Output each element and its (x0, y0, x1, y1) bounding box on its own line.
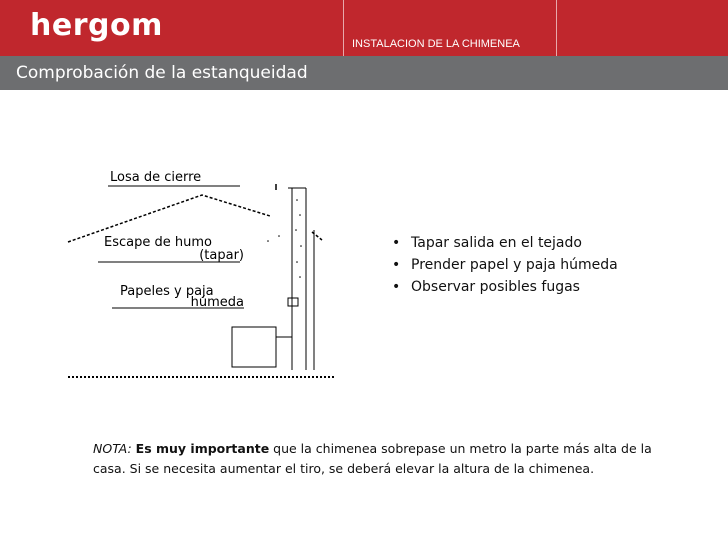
section-label: INSTALACION DE LA CHIMENEA (352, 38, 520, 50)
label-papeles-1: Papeles y paja (120, 284, 214, 299)
label-escape-2: (tapar) (199, 248, 244, 263)
bullet-icon: • (392, 257, 401, 273)
list-item (392, 232, 618, 254)
header-divider (556, 0, 557, 56)
list-item (392, 276, 618, 298)
page-title: Comprobación de la estanqueidad (16, 63, 308, 83)
brand-logo: hergom (30, 8, 163, 43)
bullet-text: Prender papel y paja húmeda (411, 257, 618, 273)
list-item (392, 254, 618, 276)
note-paragraph (93, 439, 653, 479)
note-emphasis: Es muy importante (135, 441, 270, 456)
stove-box (232, 327, 276, 367)
bullet-list (392, 232, 618, 298)
bullet-icon: • (392, 279, 401, 295)
header-divider (343, 0, 344, 56)
note-label: NOTA: (93, 441, 132, 456)
chimney-diagram (60, 160, 350, 385)
bullet-text: Observar posibles fugas (411, 279, 580, 295)
smoke-dots (267, 199, 302, 278)
note-text: que la chimenea sobrepase un metro la parte más alta de la casa. Si se necesita aumentar el tiro, se deberá elevar la altura de la chimenea. (93, 441, 652, 476)
bullet-text: Tapar salida en el tejado (411, 235, 582, 251)
label-escape-1: Escape de humo (104, 235, 212, 250)
label-losa: Losa de cierre (110, 170, 202, 185)
bullet-icon: • (392, 235, 401, 251)
connector-box (288, 298, 298, 306)
label-papeles-2: húmeda (190, 295, 244, 310)
